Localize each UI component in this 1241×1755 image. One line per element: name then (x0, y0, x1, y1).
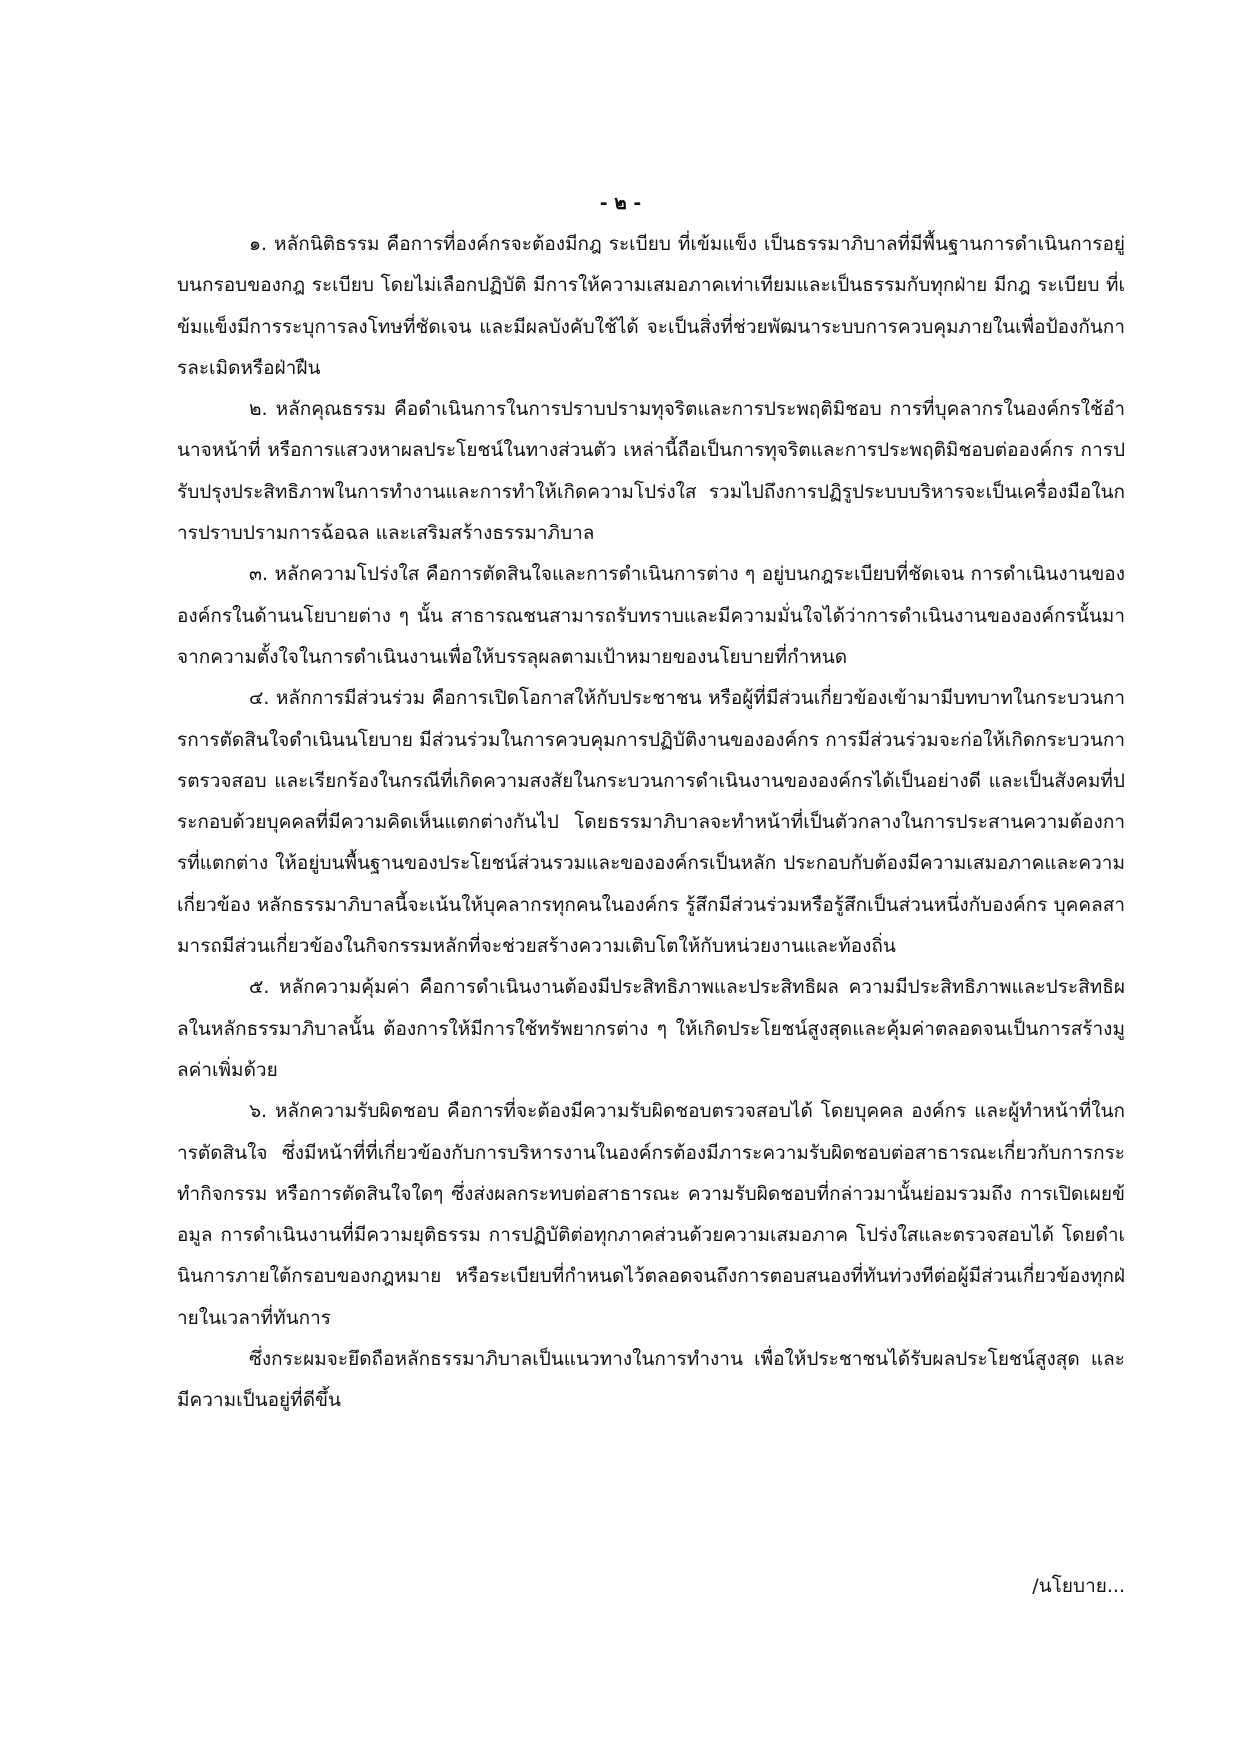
continuation-note: /นโยบาย... (1032, 1575, 1125, 1597)
paragraph-transparency: ๓. หลักความโปร่งใส คือการตัดสินใจและการดำเนินการต่าง ๆ อยู่บนกฎระเบียบที่ชัดเจน การดำเนินงานขององค์กรในด้านนโยบายต่าง ๆ นั้น สาธารณชนสามารถรับทราบและมีความมั่นใจได้ว่าการดำเนินงานขององค์กรนั้นมาจากความตั้งใจในการดำเนินงานเพื่อให้บรรลุผลตามเป้าหมายของนโยบายที่กำหนด (177, 563, 1125, 668)
paragraph-accountability: ๖. หลักความรับผิดชอบ คือการที่จะต้องมีความรับผิดชอบตรวจสอบได้ โดยบุคคล องค์กร และผู้ทำหน้าที่ในการตัดสินใจ ซึ่งมีหน้าที่ที่เกี่ยวข้องกับการบริหารงานในองค์กรต้องมีภาระความรับผิดชอบต่อสาธารณะเกี่ยวกับการกระทำกิจกรรม หรือการตัดสินใจใดๆ ซึ่งส่งผลกระทบต่อสาธารณะ ความรับผิดชอบที่กล่าวมานั้นย่อมรวมถึง การเปิดเผยข้อมูล การดำเนินงานที่มีความยุติธรรม การปฏิบัติต่อทุกภาคส่วนด้วยความเสมอภาค โปร่งใสและตรวจสอบได้ โดยดำเนินการภายใต้กรอบของกฎหมาย หรือระเบียบที่กำหนดไว้ตลอดจนถึงการตอบสนองที่ทันท่วงทีต่อผู้มีส่วนเกี่ยวข้องทุกฝ่ายในเวลาที่ทันการ (177, 1100, 1125, 1329)
page-number: - ๒ - (599, 192, 642, 214)
paragraph-rule-of-law: ๑. หลักนิติธรรม คือการที่องค์กรจะต้องมีกฎ ระเบียบ ที่เข้มแข็ง เป็นธรรมาภิบาลที่มีพื้นฐานการดำเนินการอยู่บนกรอบของกฎ ระเบียบ โดยไม่เลือกปฏิบัติ มีการให้ความเสมอภาคเท่าเทียมและเป็นธรรมกับทุกฝ่าย มีกฎ ระเบียบ ที่เข้มแข็งมีการระบุการลงโทษที่ชัดเจน และมีผลบังคับใช้ได้ จะเป็นสิ่งที่ช่วยพัฒนาระบบการควบคุมภายในเพื่อป้องกันการละเมิดหรือฝ่าฝืน (177, 233, 1125, 379)
document-body (177, 224, 1125, 1422)
paragraph-value-for-money: ๕. หลักความคุ้มค่า คือการดำเนินงานต้องมีประสิทธิภาพและประสิทธิผล ความมีประสิทธิภาพและประสิทธิผลในหลักธรรมาภิบาลนั้น ต้องการให้มีการใช้ทรัพยากรต่าง ๆ ให้เกิดประโยชน์สูงสุดและคุ้มค่าตลอดจนเป็นการสร้างมูลค่าเพิ่มด้วย (177, 976, 1125, 1081)
paragraph-participation: ๔. หลักการมีส่วนร่วม คือการเปิดโอกาสให้กับประชาชน หรือผู้ที่มีส่วนเกี่ยวข้องเข้ามามีบทบาทในกระบวนการการตัดสินใจดำเนินนโยบาย มีส่วนร่วมในการควบคุมการปฏิบัติงานขององค์กร การมีส่วนร่วมจะก่อให้เกิดกระบวนการตรวจสอบ และเรียกร้องในกรณีที่เกิดความสงสัยในกระบวนการดำเนินงานขององค์กรได้เป็นอย่างดี และเป็นสังคมที่ประกอบด้วยบุคคลที่มีความคิดเห็นแตกต่างกันไป โดยธรรมาภิบาลจะทำหน้าที่เป็นตัวกลางในการประสานความต้องการที่แตกต่าง ให้อยู่บนพื้นฐานของประโยชน์ส่วนรวมและขององค์กรเป็นหลัก ประกอบกับต้องมีความเสมอภาคและความเกี่ยวข้อง หลักธรรมาภิบาลนี้จะเน้นให้บุคลากรทุกคนในองค์กร รู้สึกมีส่วนร่วมหรือรู้สึกเป็นส่วนหนึ่งกับองค์กร บุคคลสามารถมีส่วนเกี่ยวข้องในกิจกรรมหลักที่จะช่วยสร้างความเติบโตให้กับหน่วยงานและท้องถิ่น (177, 687, 1125, 958)
paragraph-morality: ๒. หลักคุณธรรม คือดำเนินการในการปราบปรามทุจริตและการประพฤติมิชอบ การที่บุคลากรในองค์กรใช้อำนาจหน้าที่ หรือการแสวงหาผลประโยชน์ในทางส่วนตัว เหล่านี้ถือเป็นการทุจริตและการประพฤติมิชอบต่อองค์กร การปรับปรุงประสิทธิภาพในการทำงานและการทำให้เกิดความโปร่งใส รวมไปถึงการปฏิรูประบบบริหารจะเป็นเครื่องมือในการปราบปรามการฉ้อฉล และเสริมสร้างธรรมาภิบาล (177, 398, 1125, 545)
paragraph-closing: ซึ่งกระผมจะยึดถือหลักธรรมาภิบาลเป็นแนวทางในการทำงาน เพื่อให้ประชาชนได้รับผลประโยชน์สูงสุด และมีความเป็นอยู่ที่ดีขึ้น (177, 1348, 1125, 1412)
